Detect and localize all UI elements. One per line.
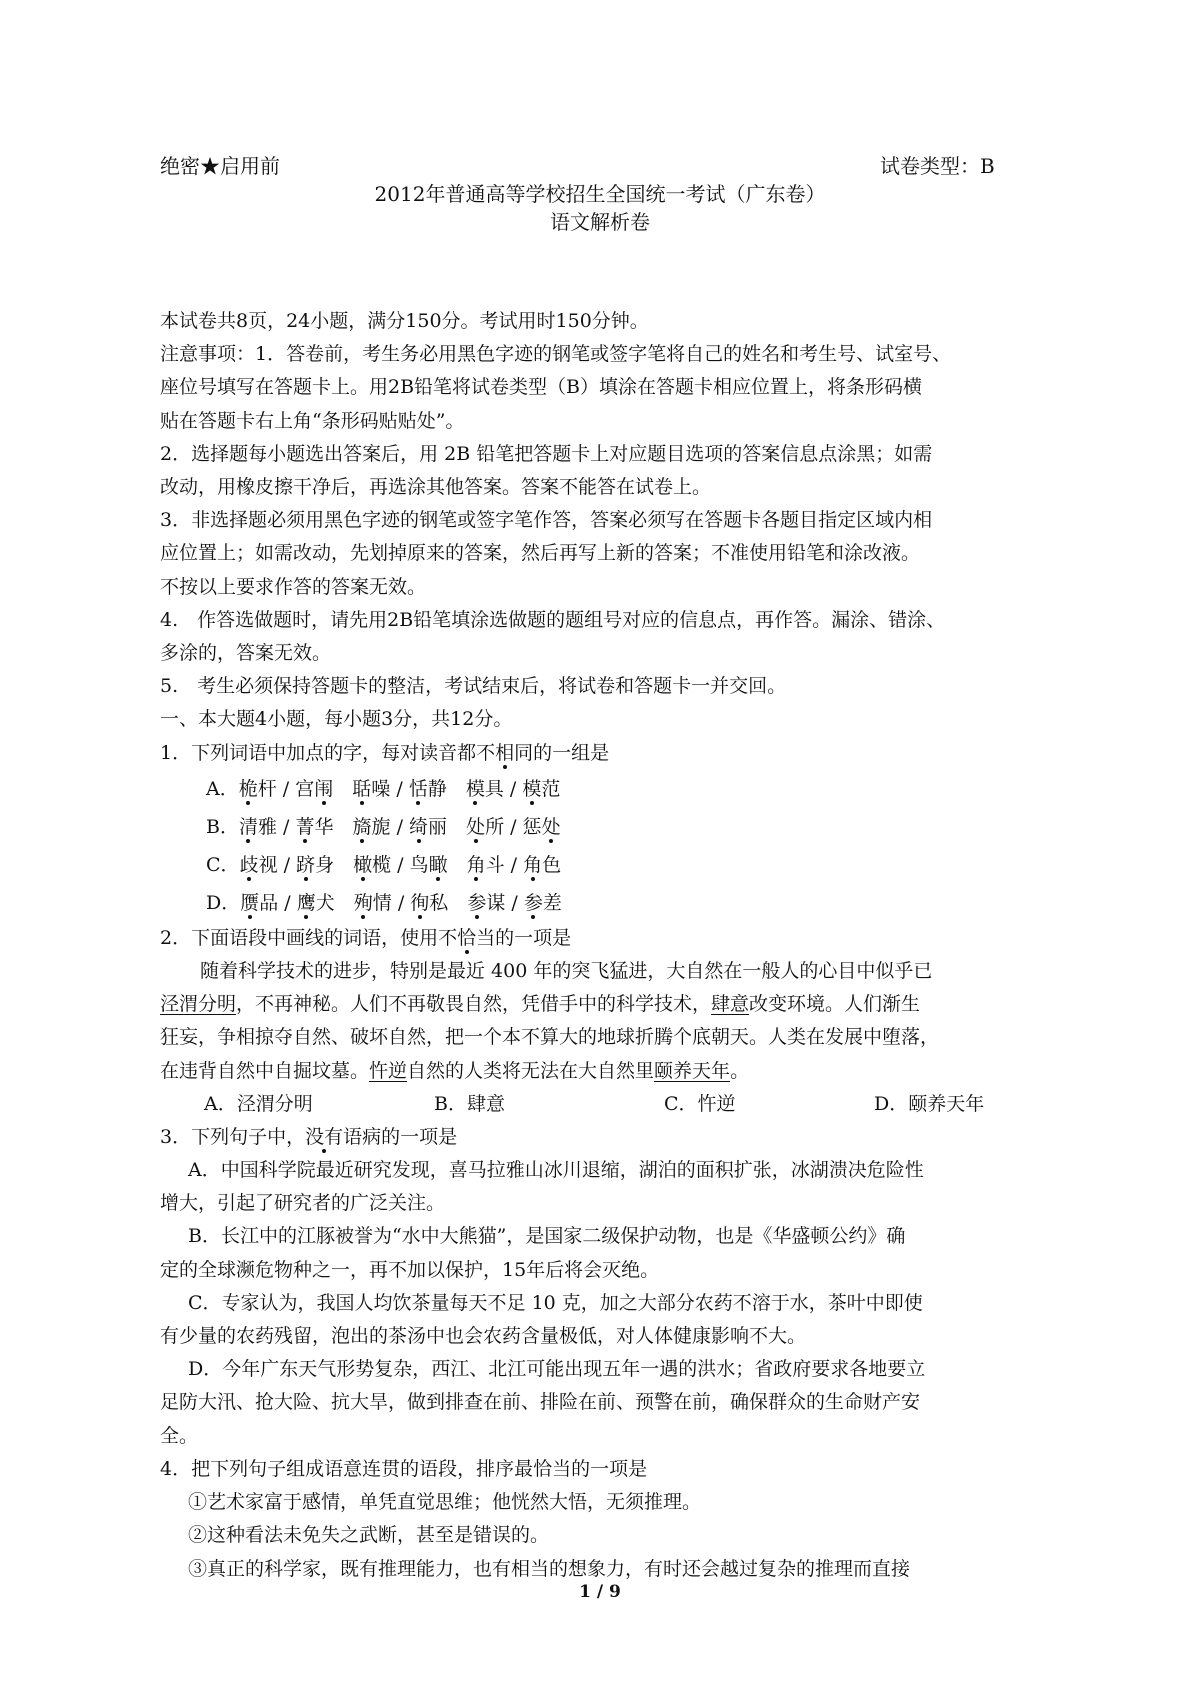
option-text: 杆 / 宫 bbox=[257, 777, 315, 800]
notice-line: 3．非选择题必须用黑色字迹的钢笔或签字笔作答，答案必须写在答题卡各题目指定区域内相 bbox=[160, 509, 933, 532]
option-text: 噪 / bbox=[371, 777, 409, 800]
dotted-char: 赝 bbox=[240, 891, 260, 914]
option-row bbox=[160, 846, 1040, 884]
question-4-stem: 4．把下列句子组成语意连贯的语段，排序最恰当的一项是 bbox=[160, 1457, 648, 1480]
option-text: 榄 / 鸟 bbox=[372, 853, 429, 876]
dotted-char: 鹰 bbox=[296, 891, 316, 914]
underlined-word: 肆意 bbox=[711, 993, 750, 1016]
question-2-stem bbox=[160, 922, 1040, 955]
page-number: 1 / 9 bbox=[579, 1582, 621, 1602]
option-line: 增大，引起了研究者的广泛关注。 bbox=[160, 1192, 446, 1215]
stem-text: 3．下列句子中， bbox=[160, 1125, 306, 1148]
option-text: A． bbox=[206, 777, 239, 800]
stem-text: 语病的一项是 bbox=[343, 1125, 458, 1148]
passage-text: 自然的人类将无法在大自然里 bbox=[407, 1059, 655, 1082]
underlined-word: 忤逆 bbox=[369, 1059, 408, 1082]
option-line: B．长江中的江豚被誉为“水中大熊猫”，是国家二级保护动物，也是《华盛顿公约》确 bbox=[188, 1225, 906, 1248]
dotted-char: 桅 bbox=[238, 777, 258, 800]
option-text: 具 / bbox=[484, 777, 523, 800]
sentence-item: ②这种看法未免失之武断，甚至是错误的。 bbox=[188, 1524, 550, 1547]
stem-text: 1．下列词语中加点的字，每对读音都 bbox=[160, 741, 477, 764]
passage-text: 改变环境。人们渐生 bbox=[749, 993, 921, 1016]
option-row bbox=[160, 770, 1040, 808]
option-text: 雅 / bbox=[257, 815, 296, 838]
notice-line: 贴在答题卡右上角“条形码贴贴处”。 bbox=[160, 409, 465, 432]
exam-subtitle: 语文解析卷 bbox=[550, 210, 650, 234]
dotted-char: 恬 bbox=[408, 777, 428, 800]
option-text: 范 bbox=[541, 777, 561, 800]
dotted-char: 聒 bbox=[352, 777, 372, 800]
question-3-stem bbox=[160, 1121, 1040, 1154]
option-line: 有少量的农药残留，泡出的茶汤中也会农药含量极低，对人体健康影响不大。 bbox=[160, 1325, 807, 1348]
option-text: 华 bbox=[314, 815, 334, 838]
dotted-text: 不恰当 bbox=[438, 926, 496, 949]
notice-line: 注意事项：1．答卷前，考生务必用黑色字迹的钢笔或签字笔将自己的姓名和考生号、试室号、 bbox=[160, 343, 952, 366]
spacer bbox=[334, 816, 353, 838]
emphasis-text bbox=[476, 742, 533, 764]
choice-b: B．肆意 bbox=[434, 1092, 505, 1115]
option-line: A．中国科学院最近研究发现，喜马拉雅山冰川退缩，湖泊的面积扩张，冰湖溃决危险性 bbox=[188, 1159, 924, 1182]
option-text: 丽 bbox=[428, 815, 448, 838]
notice-line: 多涂的，答案无效。 bbox=[160, 642, 332, 665]
question-1-stem bbox=[160, 737, 1040, 770]
dotted-char: 处 bbox=[541, 815, 561, 838]
confidential-label: 绝密★启用前 bbox=[160, 154, 280, 178]
passage-line: 随着科学技术的进步，特别是最近 400 年的突飞猛进，大自然在一般人的心目中似乎已 bbox=[200, 960, 933, 983]
dotted-char: 旖 bbox=[352, 815, 372, 838]
stem-text: 的一项是 bbox=[495, 926, 572, 949]
option-text: 谋 / bbox=[486, 891, 524, 914]
passage-line bbox=[160, 1055, 1040, 1088]
notice-line: 不按以上要求作答的答案无效。 bbox=[160, 575, 427, 598]
choice-a: A．泾渭分明 bbox=[204, 1092, 313, 1115]
stem-text: 2．下面语段中画线的词语，使用 bbox=[160, 926, 439, 949]
sentence-item: ①艺术家富于感情，单凭直觉思维；他恍然大悟，无须推理。 bbox=[188, 1491, 702, 1514]
dotted-char: 清 bbox=[238, 815, 258, 838]
option-text: 所 / 惩 bbox=[485, 815, 542, 838]
option-row bbox=[160, 808, 1040, 846]
dotted-text: 不相同 bbox=[476, 741, 534, 764]
intro-line: 本试卷共8页，24小题，满分150分。考试用时150分钟。 bbox=[160, 310, 649, 332]
option-line: 全。 bbox=[160, 1424, 199, 1447]
exam-title: 2012年普通高等学校招生全国统一考试（广东卷） bbox=[374, 182, 826, 206]
option-text: 静 bbox=[427, 777, 447, 800]
notice-line: 4. 作答选做题时，请先用2B铅笔填涂选做题的题组号对应的信息点，再作答。漏涂、错涂、 bbox=[160, 608, 946, 631]
dotted-char: 模 bbox=[465, 777, 485, 800]
option-line: 足防大汛、抢大险、抗大旱，做到排查在前、排险在前、预警在前，确保群众的生命财产安 bbox=[160, 1391, 921, 1414]
sentence-item: ③真正的科学家，既有推理能力，也有相当的想象力，有时还会越过复杂的推理而直接 bbox=[188, 1557, 911, 1580]
dotted-char: 菁 bbox=[295, 815, 315, 838]
dotted-char: 角 bbox=[466, 853, 486, 876]
passage-text: 。 bbox=[730, 1059, 750, 1082]
question-1-options bbox=[160, 770, 1040, 922]
spacer bbox=[333, 778, 352, 800]
choice-d: D．颐养天年 bbox=[874, 1092, 985, 1115]
option-text: 色 bbox=[542, 853, 562, 876]
option-row bbox=[160, 884, 1040, 922]
dotted-char: 瞰 bbox=[428, 853, 448, 876]
underlined-word: 泾渭分明 bbox=[160, 993, 237, 1016]
section-heading: 一、本大题4小题，每小题3分，共12分。 bbox=[160, 708, 513, 731]
passage-text: ，不再神秘。人们不再敬畏自然，凭借手中的科学技术， bbox=[236, 993, 712, 1016]
dotted-char: 跻 bbox=[296, 853, 316, 876]
spacer bbox=[447, 816, 466, 838]
paper-type-label: 试卷类型：B bbox=[880, 154, 995, 178]
option-text: 品 / bbox=[259, 891, 297, 914]
option-line: 定的全球濒危物种之一，再不加以保护，15年后将会灭绝。 bbox=[160, 1258, 660, 1281]
passage-line: 狂妄，争相掠夺自然、破坏自然，把一个本不算大的地球折腾个底朝天。人类在发展中堕落， bbox=[160, 1026, 940, 1049]
question-2-choices bbox=[160, 1088, 1040, 1121]
option-text: 视 / bbox=[258, 853, 297, 876]
dotted-char: 徇 bbox=[410, 891, 430, 914]
option-text: B． bbox=[206, 815, 239, 838]
stem-text: 的一组是 bbox=[533, 741, 610, 764]
option-text: 旎 / bbox=[371, 815, 410, 838]
dotted-char: 参 bbox=[523, 891, 543, 914]
option-text: 情 / bbox=[372, 891, 411, 914]
exam-body bbox=[160, 305, 1040, 1586]
dotted-char: 参 bbox=[467, 891, 487, 914]
option-line: D．今年广东天气形势复杂，西江、北江可能出现五年一遇的洪水；省政府要求各地要立 bbox=[188, 1358, 926, 1381]
dotted-char: 殉 bbox=[353, 891, 373, 914]
dotted-char: 闱 bbox=[314, 777, 334, 800]
spacer bbox=[335, 892, 354, 914]
dotted-char: 模 bbox=[522, 777, 542, 800]
underlined-word: 颐养天年 bbox=[654, 1059, 731, 1082]
option-text: D． bbox=[206, 891, 241, 914]
passage-text: 在违背自然中自掘坟墓。 bbox=[160, 1059, 370, 1082]
dotted-char: 处 bbox=[466, 815, 486, 838]
notice-line: 应位置上；如需改动，先划掉原来的答案，然后再写上新的答案；不准使用铅笔和涂改液。 bbox=[160, 542, 921, 565]
dotted-text: 没有 bbox=[305, 1125, 344, 1148]
option-text: 私 bbox=[429, 891, 449, 914]
spacer bbox=[447, 778, 466, 800]
notice-line: 2．选择题每小题选出答案后，用 2B 铅笔把答题卡上对应题目选项的答案信息点涂黑；如需 bbox=[160, 442, 933, 465]
spacer bbox=[448, 892, 467, 914]
option-text: 斗 / bbox=[485, 853, 524, 876]
option-text: 犬 bbox=[315, 891, 335, 914]
notice-line: 改动，用橡皮擦干净后，再选涂其他答案。答案不能答在试卷上。 bbox=[160, 476, 712, 499]
notice-line: 座位号填写在答题卡上。用2B铅笔将试卷类型（B）填涂在答题卡相应位置上，将条形码横 bbox=[160, 376, 923, 399]
dotted-char: 歧 bbox=[239, 853, 259, 876]
passage-line bbox=[160, 988, 1040, 1021]
spacer bbox=[448, 854, 467, 876]
option-text: 身 bbox=[315, 853, 335, 876]
dotted-char: 绮 bbox=[409, 815, 429, 838]
notice-line: 5. 考生必须保持答题卡的整洁，考试结束后，将试卷和答题卡一并交回。 bbox=[160, 675, 787, 698]
dotted-char: 角 bbox=[523, 853, 543, 876]
choice-c: C．忤逆 bbox=[664, 1092, 736, 1115]
spacer bbox=[334, 854, 353, 876]
dotted-char: 橄 bbox=[353, 853, 373, 876]
option-text: 差 bbox=[542, 891, 562, 914]
option-text: C． bbox=[206, 853, 240, 876]
option-line: C．专家认为，我国人均饮茶量每天不足 10 克，加之大部分农药不溶于水，茶叶中即使 bbox=[188, 1291, 923, 1314]
